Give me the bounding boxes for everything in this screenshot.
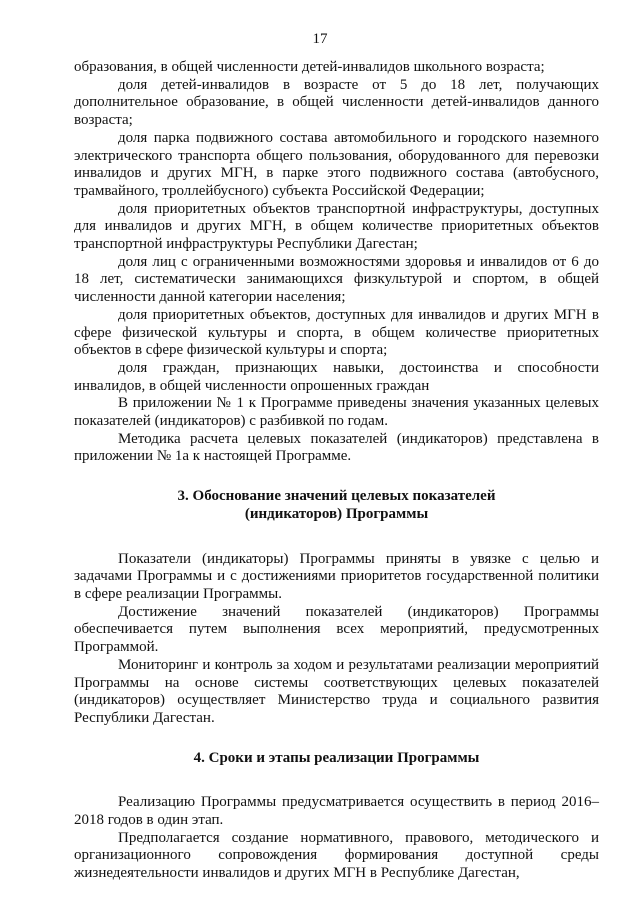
- paragraph: Предполагается создание нормативного, правового, методического и организационного сопровождения формирования доступной среды жизнедеятельности инвалидов и других МГН в Республике Дагестан,: [74, 829, 599, 882]
- page-number: 17: [312, 31, 328, 47]
- paragraph: доля лиц с ограниченными возможностями здоровья и инвалидов от 6 до 18 лет, систематически занимающихся физкультурой и спортом, в общей численности данной категории населения;: [74, 253, 599, 306]
- section-3-heading-line-1: 3. Обоснование значений целевых показателей: [177, 488, 496, 505]
- paragraph: доля парка подвижного состава автомобильного и городского наземного электрического транспорта общего пользования, оборудованного для перевозки инвалидов и других МГН, в парке этого подвижного состава (автобусного, трамвайного, троллейбусного) субъекта Российской Федерации;: [74, 129, 599, 199]
- paragraph: Показатели (индикаторы) Программы приняты в увязке с целью и задачами Программы и с достижениями приоритетов государственной политики в сфере реализации Программы.: [74, 550, 599, 602]
- paragraph: образования, в общей численности детей-инвалидов школьного возраста;: [74, 59, 545, 75]
- paragraph: доля граждан, признающих навыки, достоинства и способности инвалидов, в общей численности опрошенных граждан: [74, 359, 599, 394]
- paragraph: доля детей-инвалидов в возрасте от 5 до 18 лет, получающих дополнительное образование, в общей численности детей-инвалидов данного возраста;: [74, 76, 599, 129]
- document-body: [74, 59, 599, 883]
- paragraph: Достижение значений показателей (индикаторов) Программы обеспечивается путем выполнения всех мероприятий, предусмотренных Программой.: [74, 603, 599, 656]
- paragraph: Мониторинг и контроль за ходом и результатами реализации мероприятий Программы на основе системы соответствующих целевых показателей (индикаторов) осуществляет Министерство труда и социального развития Республики Дагестан.: [74, 656, 599, 726]
- section-3-heading: [74, 488, 599, 523]
- paragraph: доля приоритетных объектов, доступных для инвалидов и других МГН в сфере физической культуры и спорта, в общем количестве приоритетных объектов в сфере физической культуры и спорта;: [74, 306, 599, 359]
- paragraph: В приложении № 1 к Программе приведены значения указанных целевых показателей (индикаторов) с разбивкой по годам.: [74, 395, 599, 430]
- section-4-heading: 4. Сроки и этапы реализации Программы: [193, 749, 480, 766]
- section-3-heading-line-2: (индикаторов) Программы: [244, 505, 429, 522]
- paragraph: Методика расчета целевых показателей (индикаторов) представлена в приложении № 1а к настоящей Программе.: [74, 430, 599, 465]
- paragraph: Реализацию Программы предусматривается осуществить в период 2016–2018 годов в один этап.: [74, 794, 599, 829]
- paragraph: доля приоритетных объектов транспортной инфраструктуры, доступных для инвалидов и других МГН, в общем количестве приоритетных объектов транспортной инфраструктуры Республики Дагестан;: [74, 200, 599, 253]
